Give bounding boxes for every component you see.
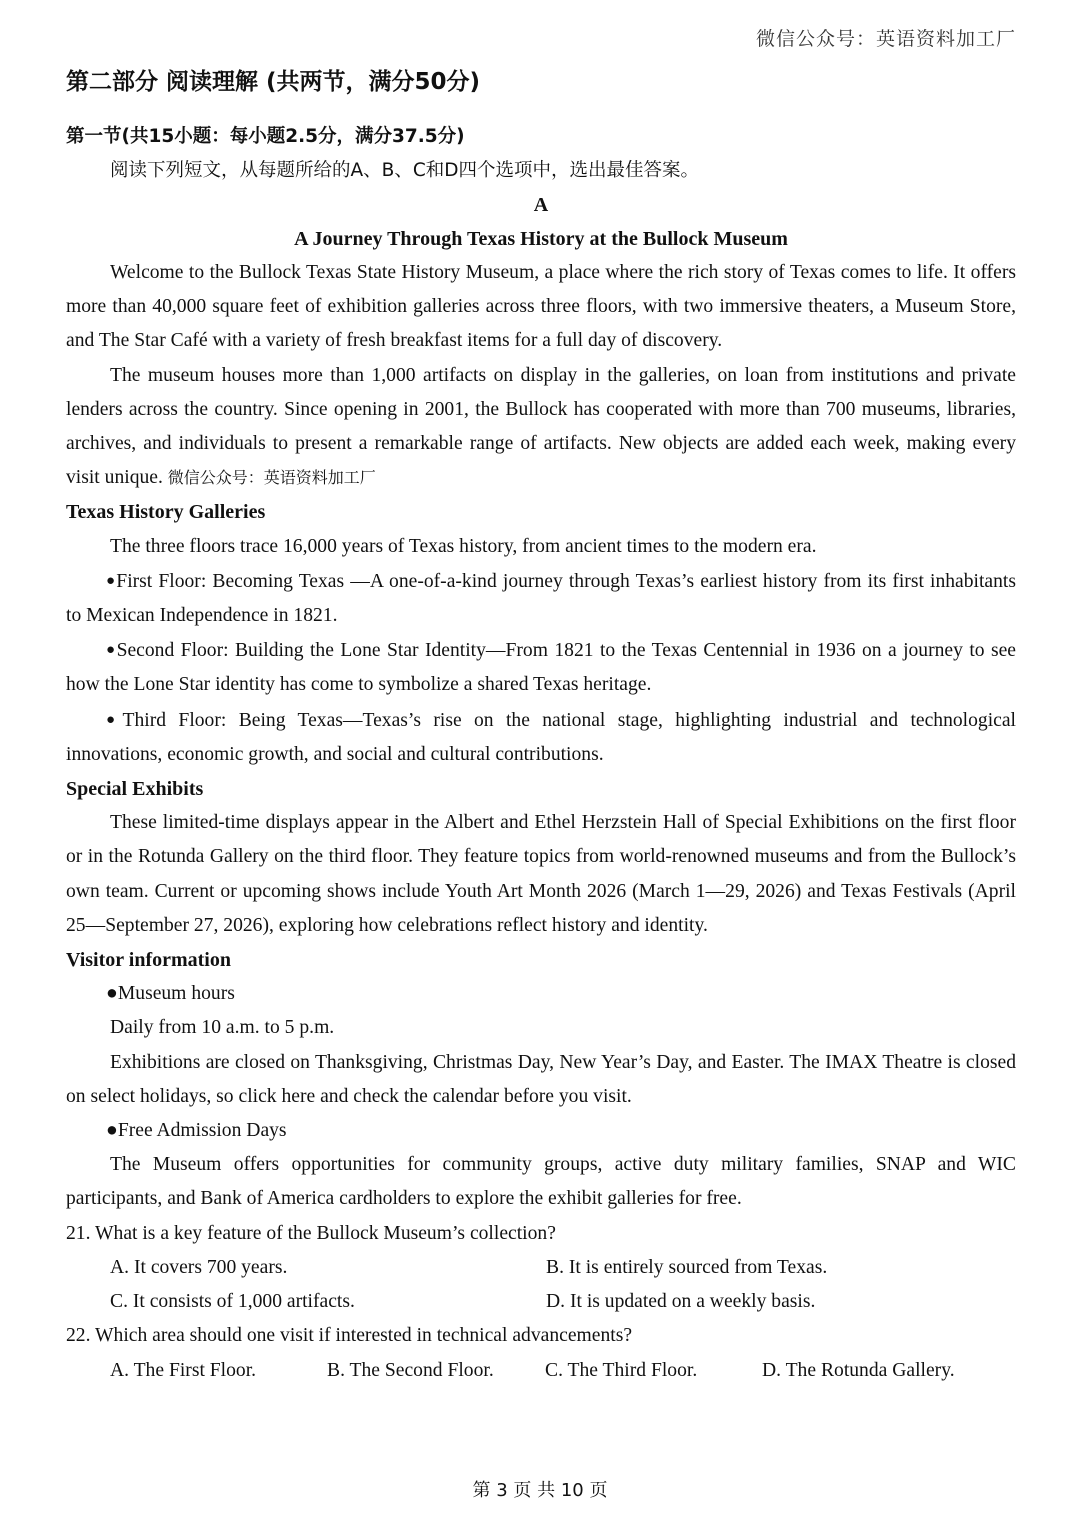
bullet-third-floor	[66, 703, 1016, 772]
museum-hours-text: Daily from 10 a.m. to 5 p.m.	[110, 1017, 335, 1039]
free-admission-text: The Museum offers opportunities for community groups, active duty military families, SNAP and WIC participants, and Bank of America cardholders to explore the exhibit galleries for free.	[66, 1154, 1016, 1210]
galleries-heading: Texas History Galleries	[66, 501, 266, 524]
bullet-second-floor-text: Second Floor: Building the Lone Star Identity—From 1821 to the Texas Centennial in 1936 on a journey to see how the Lone Star identity has come to symbolize a shared Texas heritage.	[66, 640, 1016, 696]
question-22-options	[66, 1354, 1016, 1388]
visitor-info-heading: Visitor information	[66, 949, 231, 972]
bullet-dot-icon: ●	[106, 572, 117, 589]
option-b: B. It is entirely sourced from Texas.	[546, 1256, 828, 1278]
question-21: 21. What is a key feature of the Bullock Museum’s collection?	[66, 1222, 556, 1244]
section-title: 第一节(共15小题：每小题2.5分，满分37.5分)	[66, 126, 465, 147]
option-a: A. The First Floor.	[110, 1359, 257, 1381]
option-d: D. It is updated on a weekly basis.	[546, 1291, 816, 1313]
option-d: D. The Rotunda Gallery.	[762, 1359, 955, 1381]
part-title: 第二部分 阅读理解 (共两节，满分50分)	[66, 69, 481, 95]
bullet-dot-icon: ●	[106, 642, 117, 659]
bullet-first-floor	[66, 564, 1016, 633]
page-footer: 第 3 页 共 10 页	[472, 1480, 608, 1501]
option-b: B. The Second Floor.	[327, 1359, 494, 1381]
paragraph-artifacts-text: The museum houses more than 1,000 artifacts on display in the galleries, on loan from institutions and private lenders across the country. Since opening in 2001, the Bullock has cooperated with more than 700 museums, libraries, archives, and individuals to present a remarkable range of artifacts. New objects are added each week, making every visit unique.	[66, 364, 1016, 489]
bullet-dot-icon: ●	[106, 983, 118, 1005]
question-21-options	[66, 1251, 1016, 1319]
bullet-third-floor-text: Third Floor: Being Texas—Texas’s rise on the national stage, highlighting industrial and technological innovations, economic growth, and social and cultural contributions.	[66, 709, 1016, 765]
question-22: 22. Which area should one visit if interested in technical advancements?	[66, 1325, 633, 1347]
paragraph-intro: Welcome to the Bullock Texas State History Museum, a place where the rich story of Texas comes to life. It offers more than 40,000 square feet of exhibition galleries across three floors, with two immersive theaters, a Museum Store, and The Star Café with a variety of fresh breakfast items for a full day of discovery.	[66, 262, 1016, 352]
bullet-dot-icon: ●	[106, 711, 123, 728]
instructions: 阅读下列短文，从每题所给的A、B、C和D四个选项中，选出最佳答案。	[110, 160, 700, 181]
special-exhibits-heading: Special Exhibits	[66, 778, 204, 801]
passage-letter: A	[533, 194, 549, 216]
paragraph-artifacts	[66, 359, 1016, 496]
header-watermark: 微信公众号：英语资料加工厂	[755, 28, 1016, 50]
option-c: C. The Third Floor.	[545, 1359, 698, 1381]
bullet-dot-icon: ●	[106, 1120, 118, 1142]
page-content	[66, 64, 1016, 1388]
option-a: A. It covers 700 years.	[110, 1256, 288, 1278]
museum-hours-label: Museum hours	[117, 983, 235, 1005]
inline-watermark: 微信公众号：英语资料加工厂	[167, 468, 376, 488]
free-admission-label: Free Admission Days	[117, 1120, 287, 1142]
passage-title: A Journey Through Texas History at the Bullock Museum	[294, 228, 788, 250]
special-exhibits-text: These limited-time displays appear in the Albert and Ethel Herzstein Hall of Special Exhibitions on the first floor or in the Rotunda Gallery on the third floor. They feature topics from world-renowned museums and from the Bullock’s own team. Current or upcoming shows include Youth Art Month 2026 (March 1—29, 2026) and Texas Festivals (April 25—September 27, 2026), exploring how celebrations reflect history and identity.	[66, 812, 1016, 936]
bullet-museum-hours	[66, 977, 1016, 1011]
bullet-second-floor	[66, 633, 1016, 702]
option-c: C. It consists of 1,000 artifacts.	[110, 1291, 355, 1313]
galleries-intro: The three floors trace 16,000 years of Texas history, from ancient times to the modern era.	[110, 535, 817, 557]
bullet-first-floor-text: First Floor: Becoming Texas —A one-of-a-kind journey through Texas’s earliest history from its first inhabitants to Mexican Independence in 1821.	[66, 570, 1016, 627]
bullet-free-admission	[66, 1114, 1016, 1148]
closed-days-text: Exhibitions are closed on Thanksgiving, Christmas Day, New Year’s Day, and Easter. The IMAX Theatre is closed on select holidays, so click here and check the calendar before you visit.	[66, 1051, 1016, 1107]
